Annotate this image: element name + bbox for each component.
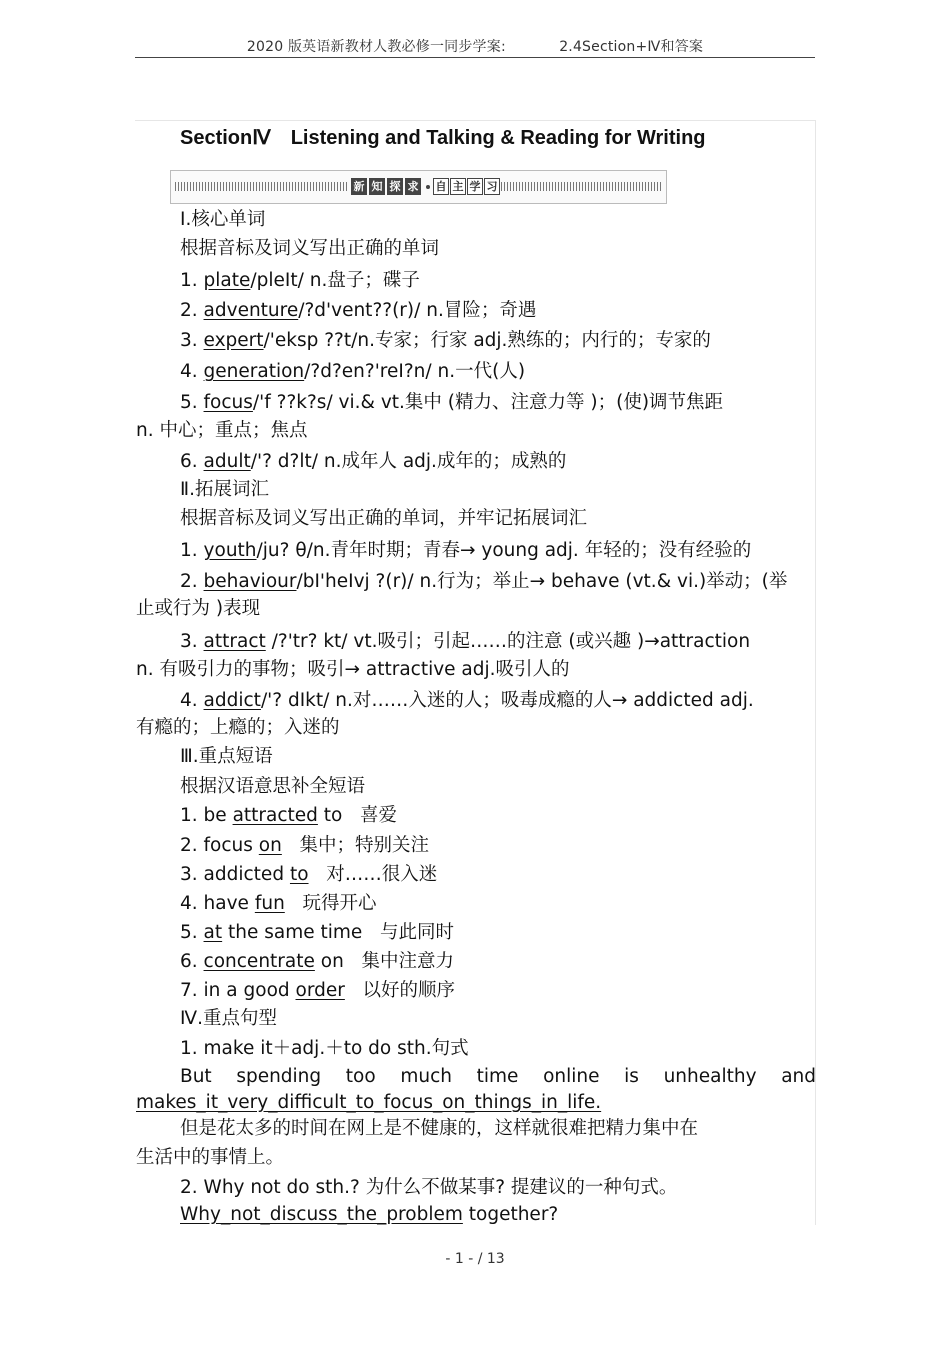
vocab-item: 4. generation/?d?en?'reI?n/ n.一代(人) — [180, 361, 526, 382]
answer-word: on — [258, 835, 282, 856]
phrase-item: 1. be attracted to 喜爱 — [180, 805, 398, 826]
vocab-item: 1. youth/ju? θ/n.青年时期；青春→ young adj. 年轻的；没有经验的 — [180, 540, 752, 561]
example-sentence-1: But spending too much time online is unhealthy and — [180, 1066, 816, 1087]
answer-word: expert — [203, 330, 264, 351]
part1-heading: Ⅰ.核心单词 — [180, 209, 266, 230]
part1-instruction: 根据音标及词义写出正确的单词 — [180, 238, 440, 259]
banner-char: 习 — [484, 178, 500, 195]
answer-word: at — [203, 922, 223, 943]
translation-1: 但是花太多的时间在网上是不健康的，这样就很难把精力集中在 — [180, 1118, 699, 1139]
banner-char: 知 — [369, 178, 385, 195]
vocab-item: 4. addict/'? dIkt/ n.对……入迷的人；吸毒成瘾的人→ addicted adj. — [180, 690, 754, 711]
phrase-item: 2. focus on 集中；特别关注 — [180, 835, 430, 856]
vocab-item-cont: 有瘾的；上瘾的；入迷的 — [136, 717, 340, 738]
part2-heading: Ⅱ.拓展词汇 — [180, 479, 269, 500]
section-banner — [170, 170, 667, 204]
part3-heading: Ⅲ.重点短语 — [180, 746, 273, 767]
answer-sentence-1 — [136, 1089, 816, 1117]
phrase-item: 5. at the same time 与此同时 — [180, 922, 454, 943]
translation-1-cont: 生活中的事情上。 — [136, 1147, 285, 1168]
answer-word: attract — [203, 631, 266, 652]
header-title: 2020 版英语新教材人教必修一同步学案: — [246, 39, 506, 55]
vocab-item-cont: 止或行为 )表现 — [136, 598, 261, 619]
vocab-item: 3. attract /?'tr? kt/ vt.吸引；引起……的注意 (或兴趣 )→attraction — [180, 631, 751, 652]
answer-word: addict — [203, 690, 261, 711]
sentence-pattern-2: 2. Why not do sth.? 为什么不做某事? 提建议的一种句式。 — [180, 1177, 678, 1198]
example-sentence-2: Why_not_discuss_the_problem together? — [180, 1204, 559, 1225]
banner-char: 探 — [387, 178, 403, 195]
phrase-item: 3. addicted to 对……很入迷 — [180, 864, 438, 885]
banner-hatch-left — [175, 182, 347, 191]
answer-word: Why_not_discuss_the_problem — [180, 1204, 463, 1225]
answer-word: plate — [203, 270, 251, 291]
vocab-item: 5. focus/'f ??k?s/ vi.& vt.集中 (精力、注意力等 )；(使)调节焦距 — [180, 392, 724, 413]
answer-word: generation — [203, 361, 305, 382]
banner-char: 主 — [450, 178, 466, 195]
answer-word: attracted — [232, 805, 318, 826]
sentence-pattern-1: 1. make it＋adj.＋to do sth.句式 — [180, 1038, 469, 1059]
part2-instruction: 根据音标及词义写出正确的单词，并牢记拓展词汇 — [180, 508, 588, 529]
phrase-item: 7. in a good order 以好的顺序 — [180, 980, 456, 1001]
banner-dot — [426, 185, 430, 189]
part4-heading: Ⅳ.重点句型 — [180, 1008, 277, 1029]
answer-word: order — [295, 980, 345, 1001]
phrase-item: 6. concentrate on 集中注意力 — [180, 951, 454, 972]
answer-word: focus — [203, 392, 253, 413]
answer-word: to — [289, 864, 309, 885]
vocab-item-cont: n. 中心；重点；焦点 — [136, 420, 308, 441]
part3-instruction: 根据汉语意思补全短语 — [180, 776, 366, 797]
section-title: SectionⅣ Listening and Talking & Reading for Writing — [180, 127, 706, 149]
answer-word: makes_it_very_difficult_to_focus_on_things_in_life. — [136, 1092, 602, 1113]
answer-word: fun — [254, 893, 285, 914]
banner-char: 自 — [433, 178, 449, 195]
vocab-item: 2. adventure/?d'vent??(r)/ n.冒险；奇遇 — [180, 300, 537, 321]
vocab-item-cont: n. 有吸引力的事物；吸引→ attractive adj.吸引人的 — [136, 659, 570, 680]
header-subtitle: 2.4Section+Ⅳ和答案 — [559, 39, 704, 55]
banner-char: 求 — [405, 178, 421, 195]
vocab-item: 3. expert/'eksp ??t/n.专家；行家 adj.熟练的；内行的；专家的 — [180, 330, 711, 351]
answer-word: adventure — [203, 300, 299, 321]
vocab-item: 2. behaviour/bI'heIvj ?(r)/ n.行为；举止→ behave (vt.& vi.)举动；(举 — [180, 571, 788, 592]
banner-char: 学 — [467, 178, 483, 195]
banner-hatch-right — [501, 182, 661, 191]
phrase-item: 4. have fun 玩得开心 — [180, 893, 377, 914]
page-header — [135, 36, 815, 56]
header-rule — [135, 57, 815, 58]
banner-char: 新 — [351, 178, 367, 195]
vocab-item: 6. adult/'? d?lt/ n.成年人 adj.成年的；成熟的 — [180, 451, 567, 472]
answer-word: concentrate — [203, 951, 315, 972]
answer-word: youth — [203, 540, 257, 561]
answer-word: adult — [203, 451, 251, 472]
vocab-item: 1. plate/pleIt/ n.盘子；碟子 — [180, 270, 420, 291]
answer-word: behaviour — [203, 571, 297, 592]
page-number: - 1 - / 13 — [445, 1251, 505, 1267]
